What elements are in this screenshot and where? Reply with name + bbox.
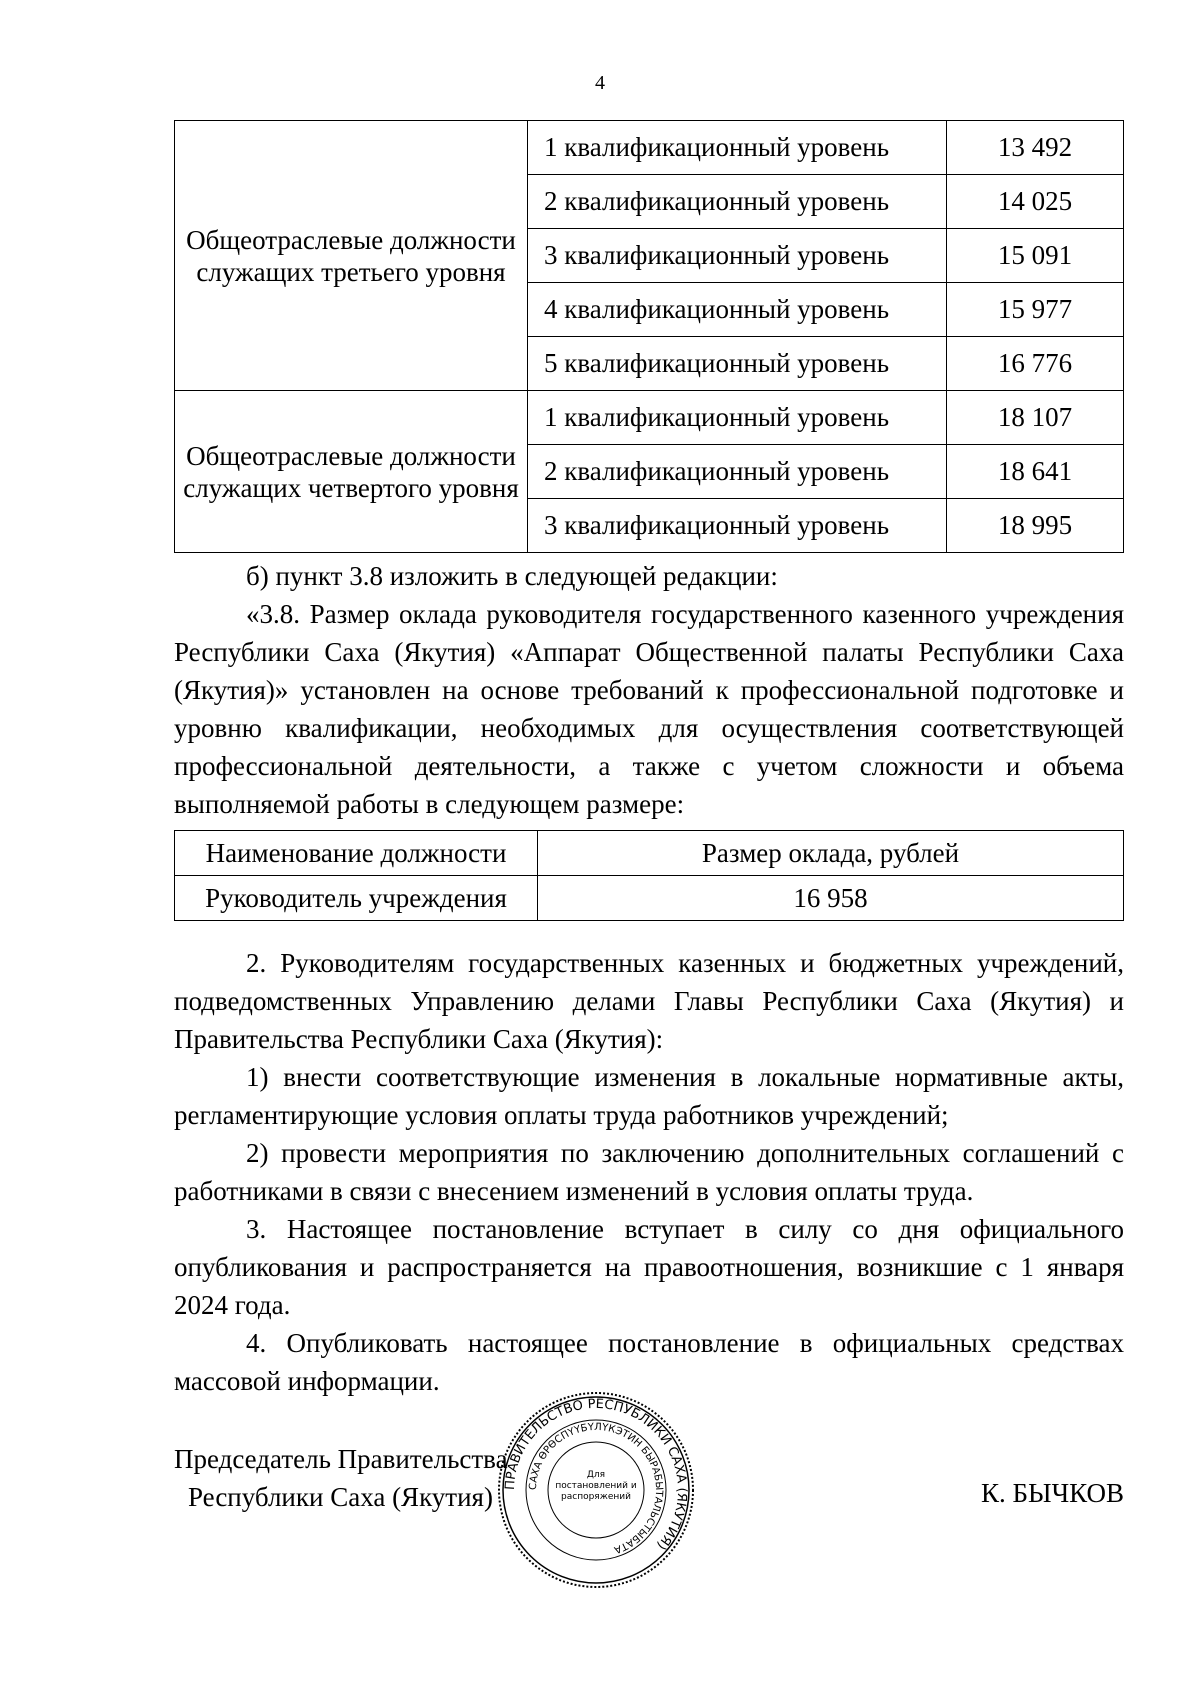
level-cell: 4 квалификационный уровень [528, 283, 947, 337]
paragraph-3: 3. Настоящее постановление вступает в силу со дня официального опубликования и распространяется на правоотношения, возникшие с 1 января 2024 года. [174, 1214, 1124, 1320]
level-cell: 3 квалификационный уровень [528, 499, 947, 553]
table-row [175, 391, 1124, 445]
table-row [175, 876, 1124, 921]
signatory-name: К. БЫЧКОВ [981, 1478, 1124, 1508]
value-cell: 15 977 [947, 283, 1124, 337]
seal-outer-text: ПРАВИТЕЛЬСТВО РЕСПУБЛИКИ САХА (ЯКУТИЯ) [502, 1396, 690, 1553]
paragraph-2-2: 2) провести мероприятия по заключению дополнительных соглашений с работниками в связи с внесением изменений в условия оплаты труда. [174, 1138, 1124, 1206]
level-cell: 2 квалификационный уровень [528, 175, 947, 229]
value-cell: 14 025 [947, 175, 1124, 229]
group-cell: Общеотраслевые должности служащих третьего уровня [175, 121, 528, 391]
seal-center-text: Для постановлений и распоряжений [555, 1470, 637, 1502]
official-seal [496, 1390, 696, 1590]
salary-cell: 16 958 [538, 876, 1124, 921]
position-cell: Руководитель учреждения [175, 876, 538, 921]
paragraph-2-1: 1) внести соответствующие изменения в локальные нормативные акты, регламентирующие условия оплаты труда работников учреждений; [174, 1062, 1124, 1130]
signatory-title-line1: Председатель Правительства [174, 1444, 508, 1474]
signatory-title-line2: Республики Саха (Якутия) [188, 1482, 493, 1512]
group-cell: Общеотраслевые должности служащих четвертого уровня [175, 391, 528, 553]
paragraph-4: 4. Опубликовать настоящее постановление в официальных средствах массовой информации. [174, 1328, 1124, 1396]
paragraph-2: 2. Руководителям государственных казенных и бюджетных учреждений, подведомственных Управлению делами Главы Республики Саха (Якутия) и Правительства Республики Саха (Якутия): [174, 948, 1124, 1054]
level-cell: 3 квалификационный уровень [528, 229, 947, 283]
value-cell: 18 641 [947, 445, 1124, 499]
table-header-row [175, 831, 1124, 876]
level-cell: 1 квалификационный уровень [528, 391, 947, 445]
value-cell: 18 107 [947, 391, 1124, 445]
level-cell: 2 квалификационный уровень [528, 445, 947, 499]
page-number: 4 [595, 72, 605, 94]
value-cell: 16 776 [947, 337, 1124, 391]
header-salary: Размер оклада, рублей [538, 831, 1124, 876]
level-cell: 1 квалификационный уровень [528, 121, 947, 175]
value-cell: 15 091 [947, 229, 1124, 283]
salary-levels-table [174, 120, 1124, 553]
paragraph-3-8: «3.8. Размер оклада руководителя государственного казенного учреждения Республики Саха (Якутия) «Аппарат Общественной палаты Республики Саха (Якутия)» установлен на основе требований к профессиональной подготовке и уровню квалификации, необходимых для осуществления соответствующей профессиональной деятельности, а также с учетом сложности и объема выполняемой работы в следующем размере: [174, 599, 1124, 819]
seal-inner-text: САХА ӨРӨСПҮҮБҮЛҮКЭТИН БЫРАБЫТАЛЬСТЫБАТА [527, 1421, 665, 1555]
value-cell: 18 995 [947, 499, 1124, 553]
level-cell: 5 квалификационный уровень [528, 337, 947, 391]
table-row [175, 121, 1124, 175]
value-cell: 13 492 [947, 121, 1124, 175]
paragraph-b: б) пункт 3.8 изложить в следующей редакции: [246, 561, 778, 591]
director-salary-table [174, 830, 1124, 921]
signatory-title [174, 1440, 508, 1516]
header-position: Наименование должности [175, 831, 538, 876]
